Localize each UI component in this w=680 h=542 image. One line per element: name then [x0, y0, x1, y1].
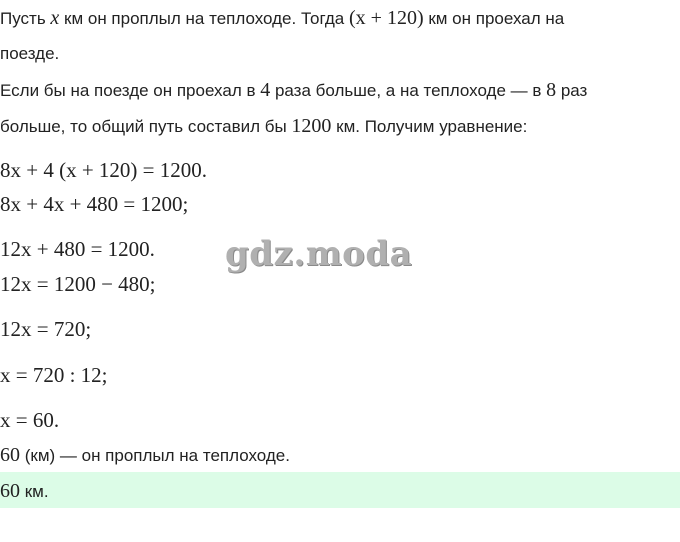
equation-2: 8x + 4x + 480 = 1200; [0, 192, 189, 216]
text-segment: раз [556, 81, 588, 100]
conclusion-line [0, 443, 290, 468]
answer-text [0, 479, 49, 504]
math-expression: (x + 120) [349, 7, 424, 29]
math-variable: x [50, 7, 60, 29]
text-segment: раза больше, а на теплоходе — в [270, 81, 547, 100]
text-segment: км он проехал на [423, 9, 565, 28]
equation-3: 12x + 480 = 1200. [0, 237, 155, 261]
text-segment: Пусть [0, 9, 51, 28]
answer-box [0, 472, 680, 508]
text-segment: поезде. [0, 44, 60, 63]
watermark-logo: gdz.moda [225, 234, 413, 274]
math-number: 8 [546, 79, 557, 101]
paragraph-line-3 [0, 78, 587, 103]
text-segment: (км) — он проплыл на теплоходе. [20, 446, 290, 465]
text-segment: км он проплыл на теплоходе. Тогда [59, 9, 349, 28]
text-segment: Если бы на поезде он проехал в [0, 81, 261, 100]
answer-number: 60 [0, 480, 20, 502]
math-number: 1200 [291, 115, 332, 137]
equation-4: 12x = 1200 − 480; [0, 272, 156, 296]
equation-5: 12x = 720; [0, 317, 92, 341]
text-segment: больше, то общий путь составил бы [0, 117, 292, 136]
math-number: 60 [0, 444, 20, 466]
math-number: 4 [260, 79, 271, 101]
equation-1: 8x + 4 (x + 120) = 1200. [0, 158, 208, 182]
paragraph-line-4 [0, 114, 527, 139]
text-segment: км. Получим уравнение: [331, 117, 528, 136]
equation-7: x = 60. [0, 408, 60, 432]
equation-6: x = 720 : 12; [0, 363, 108, 387]
paragraph-line-1 [0, 6, 564, 31]
answer-unit: км. [20, 482, 49, 501]
paragraph-line-2 [0, 42, 59, 66]
